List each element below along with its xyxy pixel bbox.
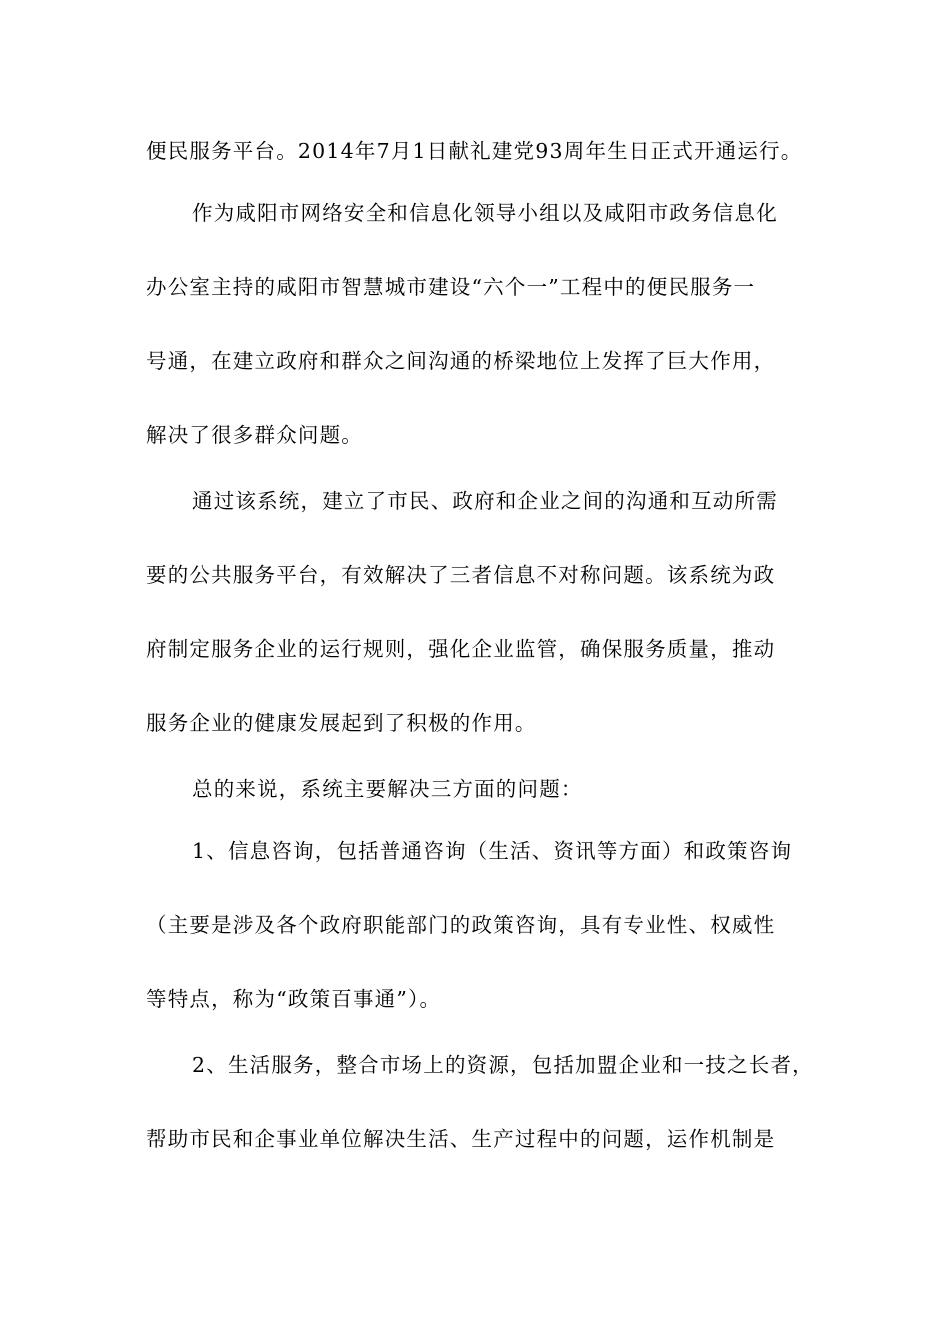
paragraph-line: 要的公共服务平台，有效解决了三者信息不对称问题。该系统为政 [146,563,776,587]
paragraph-line: 便民服务平台。2014年7月1日献礼建党93周年生日正式开通运行。 [146,139,803,163]
paragraph-line: 解决了很多群众问题。 [146,423,363,447]
list-item-line: 2、生活服务，整合市场上的资源，包括加盟企业和一技之长者， [192,1053,814,1077]
paragraph-line: 通过该系统，建立了市民、政府和企业之间的沟通和互动所需 [192,489,778,513]
list-item-line: 1、信息咨询，包括普通咨询（生活、资讯等方面）和政策咨询 [192,839,793,863]
paragraph-line: 服务企业的健康发展起到了积极的作用。 [146,711,537,735]
paragraph-line: 办公室主持的咸阳市智慧城市建设“六个一”工程中的便民服务一 [146,275,756,299]
paragraph-line: 号通，在建立政府和群众之间沟通的桥梁地位上发挥了巨大作用， [146,349,776,373]
list-item-line: 等特点，称为“政策百事通”）。 [146,987,442,1011]
paragraph-line: 总的来说，系统主要解决三方面的问题： [192,777,583,801]
list-item-line: （主要是涉及各个政府职能部门的政策咨询，具有专业性、权威性 [146,913,776,937]
paragraph-line: 作为咸阳市网络安全和信息化领导小组以及咸阳市政务信息化 [192,201,778,225]
list-item-line: 帮助市民和企事业单位解决生活、生产过程中的问题，运作机制是 [146,1127,776,1151]
paragraph-line: 府制定服务企业的运行规则，强化企业监管，确保服务质量，推动 [146,637,776,661]
